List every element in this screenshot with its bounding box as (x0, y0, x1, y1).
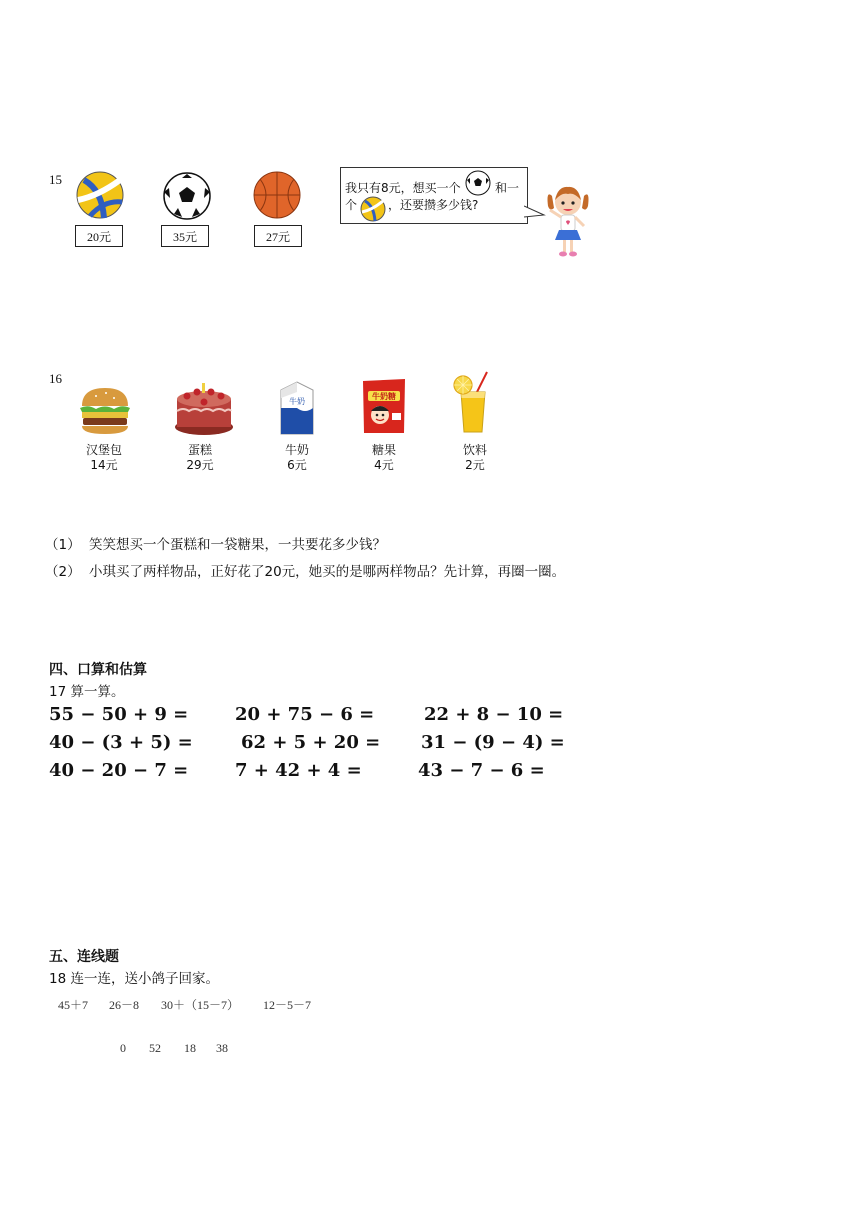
soccer-ball-price: 35元 (161, 225, 209, 247)
cake-icon (173, 381, 235, 437)
section-5-heading: 五、连线题 (49, 949, 119, 965)
volleyball-icon (360, 196, 386, 222)
speech-text-2: 和一 (495, 181, 520, 195)
speech-text-1: 我只有8元，想买一个 (345, 181, 461, 195)
expression: 31 − (9 − 4) = (421, 732, 565, 753)
question-number-15: 15 (49, 172, 62, 187)
expression: 7 + 42 + 4 = (235, 760, 362, 781)
basketball-price: 27元 (254, 225, 302, 247)
match-answer: 52 (149, 1041, 161, 1055)
q18-label: 18 连一连，送小鸽子回家。 (49, 971, 219, 987)
item-name-drink: 饮料 (462, 443, 487, 457)
match-answer: 38 (216, 1041, 228, 1055)
speech-tail (524, 205, 546, 219)
milk-box-text: 牛奶 (289, 397, 305, 406)
volleyball-price: 20元 (75, 225, 123, 247)
q16-sub2-number: （2） (45, 564, 81, 580)
item-name-hamburger: 汉堡包 (85, 443, 122, 457)
match-expression: 12－5－7 (263, 998, 312, 1012)
milk-carton-icon (275, 378, 319, 436)
expression: 40 − (3 + 5) = (49, 732, 193, 753)
q16-sub1-text: 笑笑想买一个蛋糕和一袋糖果，一共要花多少钱？ (89, 537, 386, 553)
item-price-drink: 2元 (465, 458, 485, 472)
soccer-ball-icon (465, 170, 491, 196)
question-number-16: 16 (49, 371, 62, 386)
item-name-cake: 蛋糕 (187, 443, 212, 457)
basketball-icon (252, 171, 302, 219)
expression: 20 + 75 − 6 = (235, 704, 375, 725)
q16-sub2-text: 小琪买了两样物品，正好花了20元，她买的是哪两样物品？先计算，再圈一圈。 (89, 564, 566, 580)
speech-text-3: 个 (345, 198, 358, 212)
section-4-heading: 四、口算和估算 (49, 662, 147, 678)
item-price-milk: 6元 (287, 458, 307, 472)
expression: 40 − 20 − 7 = (49, 760, 189, 781)
match-expression: 30＋（15－7） (161, 998, 240, 1012)
item-price-hamburger: 14元 (90, 458, 118, 472)
speech-text-4: ，还要攒多少钱? (388, 198, 479, 212)
match-expression: 26－8 (109, 998, 140, 1012)
item-price-cake: 29元 (186, 458, 214, 472)
match-expression: 45＋7 (58, 998, 89, 1012)
soccer-ball-icon (162, 172, 212, 220)
candy-bag-text: 牛奶糖 (372, 392, 396, 401)
volleyball-icon (74, 170, 126, 220)
item-name-candy: 糖果 (371, 443, 396, 457)
match-answer: 0 (120, 1041, 126, 1055)
speech-bubble (340, 167, 528, 224)
q17-label: 17 算一算。 (49, 684, 125, 700)
expression: 55 − 50 + 9 = (49, 704, 189, 725)
expression: 22 + 8 − 10 = (424, 704, 564, 725)
q16-sub1-number: （1） (45, 537, 81, 553)
item-price-candy: 4元 (374, 458, 394, 472)
expression: 43 − 7 − 6 = (418, 760, 545, 781)
expression: 62 + 5 + 20 = (241, 732, 381, 753)
girl-illustration (544, 182, 592, 258)
candy-bag-icon (360, 377, 408, 435)
hamburger-icon (78, 384, 132, 436)
item-name-milk: 牛奶 (284, 443, 309, 457)
juice-glass-icon (451, 370, 495, 436)
match-answer: 18 (184, 1041, 196, 1055)
